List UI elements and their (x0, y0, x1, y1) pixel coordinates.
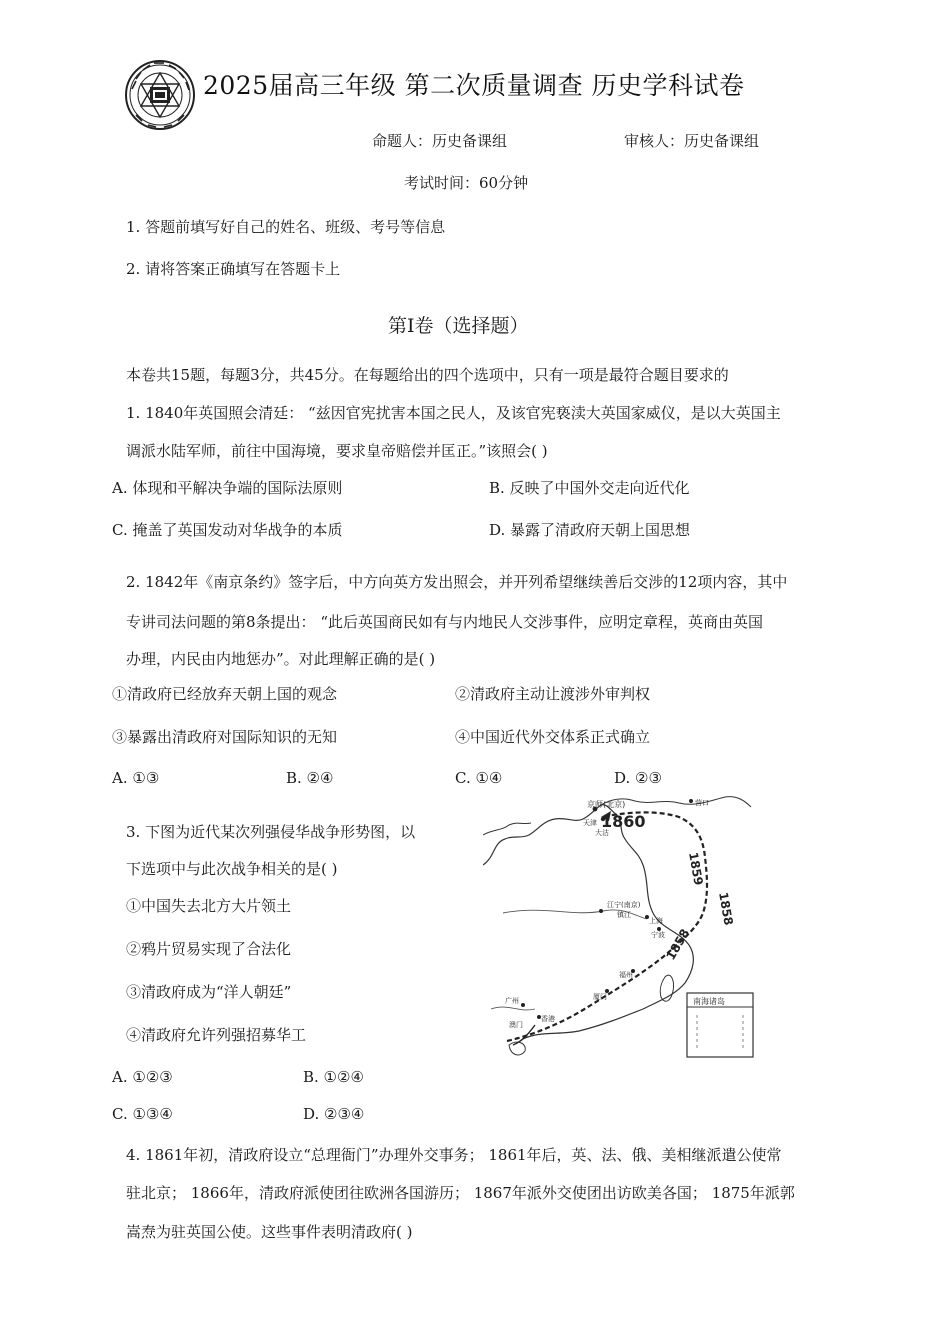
question-3-item: ③清政府成为“洋人朝廷” (126, 983, 292, 1001)
map-label-yingkou: 营口 (695, 799, 709, 807)
question-1-option-a[interactable]: A. 体现和平解决争端的国际法原则 (112, 479, 343, 497)
question-2-option-a[interactable]: A. ①③ (112, 769, 160, 787)
question-2-item: ③暴露出清政府对国际知识的无知 (112, 728, 338, 746)
question-3-stem: 下选项中与此次战争相关的是( ) (126, 860, 338, 878)
pearl-river (491, 1007, 535, 1010)
question-2-item: ④中国近代外交体系正式确立 (455, 728, 651, 746)
map-label-1858-north: 1858 (716, 891, 736, 927)
map-label-nanjing: 江宁(南京) (607, 901, 641, 909)
question-2-item: ①清政府已经放弃天朝上国的观念 (112, 685, 338, 703)
war-route (507, 812, 707, 1041)
question-2-option-c[interactable]: C. ①④ (455, 769, 503, 787)
map-label-1859: 1859 (686, 851, 706, 887)
war-situation-map (483, 795, 755, 1060)
map-label-zhenjiang: 镇江 (617, 911, 631, 919)
map-label-ningbo: 宁波 (651, 931, 665, 939)
map-label-fuzhou: 福州 (619, 971, 633, 979)
map-label-xianggang: 香港 (541, 1015, 555, 1023)
map-label-tianjin: 天津 (583, 819, 597, 827)
map-label-xiamen: 厦门 (593, 993, 607, 1001)
school-seal-icon (124, 59, 196, 131)
map-label-1860: 1860 (601, 812, 646, 831)
question-3-option-b[interactable]: B. ①②④ (303, 1068, 364, 1086)
map-label-shanghai: 上海 (649, 917, 663, 925)
question-2-item: ②清政府主动让渡涉外审判权 (455, 685, 651, 703)
instruction-item: 2. 请将答案正确填写在答题卡上 (126, 260, 341, 278)
question-3-item: ①中国失去北方大片领土 (126, 897, 292, 915)
question-3-option-d[interactable]: D. ②③④ (303, 1105, 365, 1123)
exam-time: 考试时间：60分钟 (404, 174, 529, 192)
question-1-option-c[interactable]: C. 掩盖了英国发动对华战争的本质 (112, 521, 343, 539)
map-label-guangzhou: 广州 (505, 997, 519, 1005)
question-1-option-d[interactable]: D. 暴露了清政府天朝上国思想 (489, 521, 691, 539)
instruction-item: 1. 答题前填写好自己的姓名、班级、考号等信息 (126, 218, 446, 236)
question-2-stem: 专讲司法问题的第8条提出： “此后英国商民如有与内地民人交涉事件，应明定章程，英商由英国 (126, 613, 763, 631)
map-label-nanhai: 南海诸岛 (693, 997, 725, 1006)
question-4-stem: 4. 1861年初，清政府设立“总理衙门”办理外交事务； 1861年后，英、法、俄、美相继派遣公使常 (126, 1146, 782, 1164)
map-label-aomen: 澳门 (509, 1021, 523, 1029)
question-1-stem: 1. 1840年英国照会清廷： “兹因官宪扰害本国之民人，及该官宪亵渎大英国家威仪，是以大英国主 (126, 404, 781, 422)
question-3-item: ④清政府允许列强招募华工 (126, 1026, 307, 1044)
question-4-stem: 驻北京； 1866年，清政府派使团往欧洲各国游历； 1867年派外交使团出访欧美各国； 1875年派郭 (126, 1184, 795, 1202)
page-title: 2025届高三年级 第二次质量调查 历史学科试卷 (203, 71, 745, 100)
question-3-option-c[interactable]: C. ①③④ (112, 1105, 173, 1123)
section-title: 第Ⅰ卷（选择题） (388, 315, 529, 337)
question-2-stem: 办理，内民由内地惩办”。对此理解正确的是( ) (126, 650, 436, 668)
map-label-dagu: 大沽 (595, 829, 609, 837)
author-line: 命题人：历史备课组 (372, 132, 508, 150)
question-3-item: ②鸦片贸易实现了合法化 (126, 940, 292, 958)
question-2-option-d[interactable]: D. ②③ (614, 769, 662, 787)
map-label-beijing: 京师(北京) (587, 800, 626, 809)
question-3-stem: 3. 下图为近代某次列强侵华战争形势图，以 (126, 823, 416, 841)
question-2-option-b[interactable]: B. ②④ (286, 769, 334, 787)
section-intro: 本卷共15题，每题3分，共45分。在每题给出的四个选项中，只有一项是最符合题目要求的 (126, 366, 729, 384)
question-4-stem: 嵩焘为驻英国公使。这些事件表明清政府( ) (126, 1223, 413, 1241)
question-1-stem: 调派水陆军师，前往中国海境，要求皇帝赔偿并匡正。”该照会( ) (126, 442, 548, 460)
question-3-option-a[interactable]: A. ①②③ (112, 1068, 173, 1086)
reviewer-line: 审核人：历史备课组 (624, 132, 760, 150)
shandong-coast (483, 823, 531, 835)
question-1-option-b[interactable]: B. 反映了中国外交走向近代化 (489, 479, 690, 497)
hainan-island (509, 1042, 525, 1055)
question-2-stem: 2. 1842年《南京条约》签字后，中方向英方发出照会，并开列希望继续善后交涉的12项内容，其中 (126, 573, 788, 591)
map-label-1858-south: 1858 (663, 926, 693, 963)
